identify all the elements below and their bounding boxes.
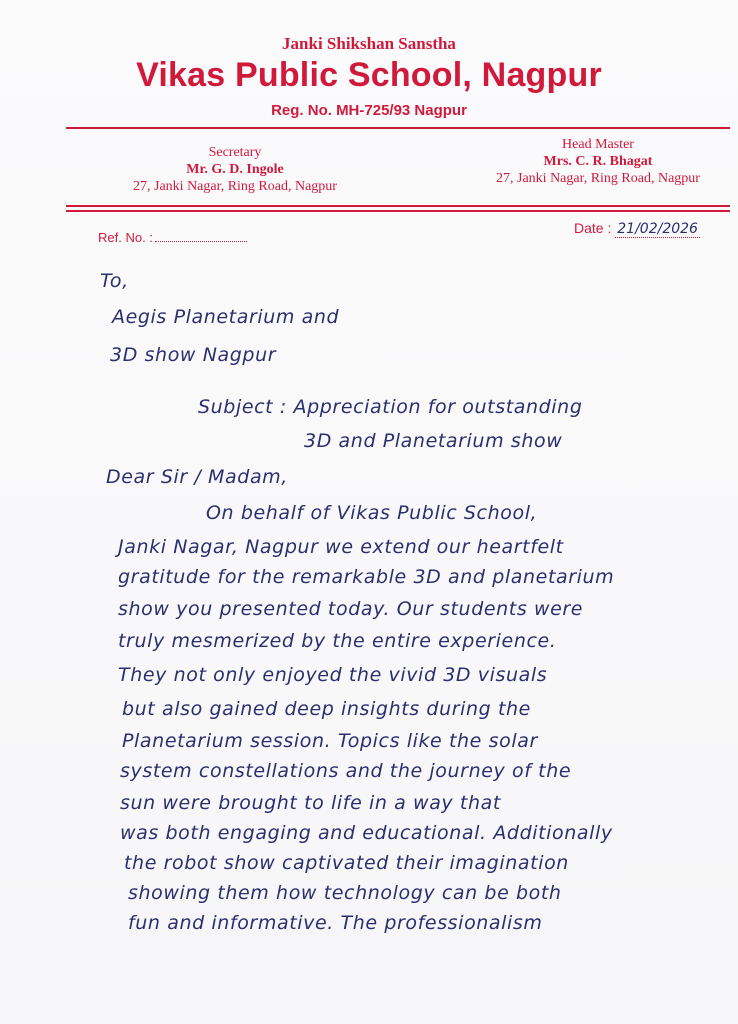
reference-number-field xyxy=(98,230,247,245)
body-line-8: Planetarium session. Topics like the solar xyxy=(122,730,538,752)
body-line-9: system constellations and the journey of the xyxy=(120,760,572,782)
header-divider-bottom-1 xyxy=(66,205,730,207)
body-line-13: showing them how technology can be both xyxy=(128,882,562,904)
date-value: 21/02/2026 xyxy=(617,221,698,237)
body-line-11: was both engaging and educational. Additionally xyxy=(120,822,613,844)
head-master-title: Head Master xyxy=(562,137,634,152)
to-line: To, xyxy=(100,270,129,292)
body-line-1: On behalf of Vikas Public School, xyxy=(206,502,538,524)
date-field xyxy=(574,220,700,237)
date-label: Date : xyxy=(574,220,612,236)
body-line-7: but also gained deep insights during the xyxy=(122,698,531,720)
school-name: Vikas Public School, Nagpur xyxy=(136,56,602,94)
recipient-line-1: Aegis Planetarium and xyxy=(112,306,340,328)
body-line-2: Janki Nagar, Nagpur we extend our heartfelt xyxy=(118,536,564,558)
body-line-3: gratitude for the remarkable 3D and planetarium xyxy=(118,566,615,588)
trust-name: Janki Shikshan Sanstha xyxy=(282,34,456,53)
secretary-name: Mr. G. D. Ingole xyxy=(186,162,284,177)
body-line-10: sun were brought to life in a way that xyxy=(120,792,501,814)
secretary-block xyxy=(110,144,360,195)
secretary-address: 27, Janki Nagar, Ring Road, Nagpur xyxy=(133,179,337,194)
header-divider-top xyxy=(66,127,730,129)
recipient-line-2: 3D show Nagpur xyxy=(110,344,277,366)
registration-number: Reg. No. MH-725/93 Nagpur xyxy=(271,102,467,119)
reference-blank xyxy=(155,241,247,242)
header-divider-bottom-2 xyxy=(66,210,730,212)
body-line-4: show you presented today. Our students were xyxy=(118,598,584,620)
head-master-block xyxy=(468,136,728,187)
secretary-title: Secretary xyxy=(208,145,262,160)
body-line-12: the robot show captivated their imagination xyxy=(124,852,569,874)
body-line-6: They not only enjoyed the vivid 3D visuals xyxy=(118,664,548,686)
body-line-5: truly mesmerized by the entire experience. xyxy=(118,630,557,652)
subject-line-2: 3D and Planetarium show xyxy=(304,430,563,452)
head-master-name: Mrs. C. R. Bhagat xyxy=(543,154,653,169)
reference-label: Ref. No. : xyxy=(98,230,153,245)
subject-line-1: Subject : Appreciation for outstanding xyxy=(198,396,583,418)
salutation: Dear Sir / Madam, xyxy=(106,466,288,488)
head-master-address: 27, Janki Nagar, Ring Road, Nagpur xyxy=(496,171,700,186)
body-line-14: fun and informative. The professionalism xyxy=(128,912,543,934)
